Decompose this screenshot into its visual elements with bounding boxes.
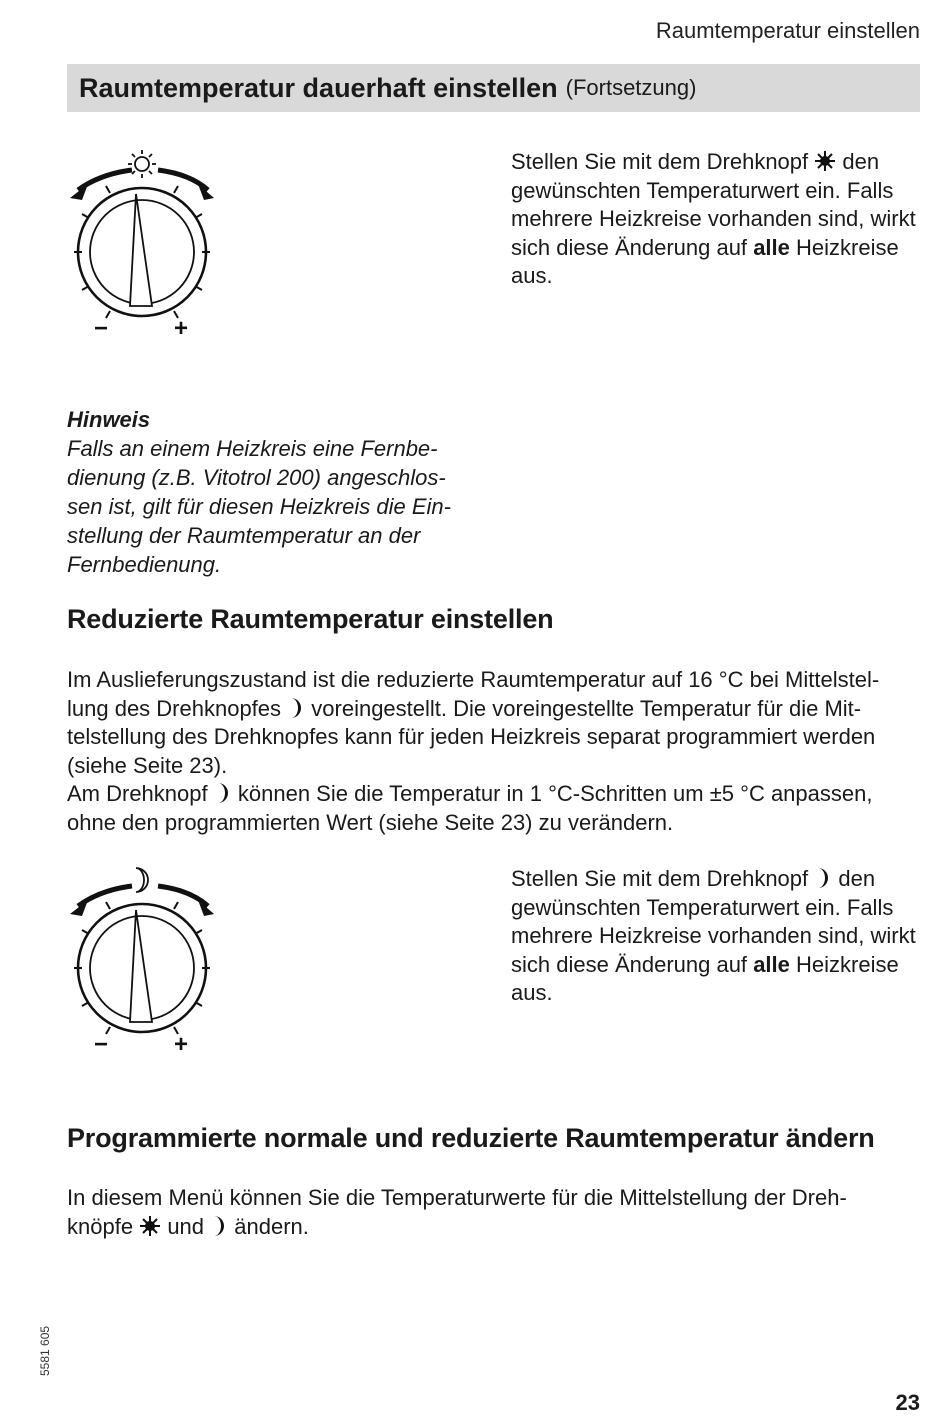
section-body: In diesem Menü können Sie die Temperaturwerte für die Mittelstellung der Dreh- knöpfe und ändern. [67, 1185, 847, 1239]
note-title: Hinweis [67, 407, 151, 432]
minus-label: − [94, 315, 109, 342]
section-title: Raumtemperatur dauerhaft einstellen [79, 72, 558, 103]
section-subtitle: (Fortsetzung) [565, 75, 697, 100]
sun-dial-illustration [60, 148, 230, 343]
sun-icon [814, 150, 836, 172]
moon-icon [287, 697, 305, 719]
plus-label: + [174, 315, 189, 342]
moon-icon [136, 868, 148, 892]
minus-label: − [94, 1031, 109, 1058]
running-header: Raumtemperatur einstellen [655, 18, 920, 43]
document-number: 5581 605 [38, 1325, 52, 1376]
note-text: Falls an einem Heizkreis eine Fernbe- dienung (z.B. Vitotrol 200) angeschlos- sen ist, gilt für diesen Heizkreis die Ein- stellung der Raumtemperatur an der Fernbedienung. [67, 436, 451, 577]
section-title-bar [67, 64, 920, 112]
section-body: Im Auslieferungszustand ist die reduzierte Raumtemperatur auf 16 °C bei Mittelstel- lung des Drehknopfes voreingestellt. Die voreingestellte Temperatur für die Mit- telstellung des Drehknopfes kann für jeden Heizkreis separat programmiert werden (siehe Seite 23). Am Drehknopf können Sie die Temperatur in 1 °C-Schritten um ±5 °C anpassen, ohne den programmierten Wert (siehe Seite 23) zu verändern. [67, 667, 880, 835]
instruction-text: Stellen Sie mit dem Drehknopf den gewünschten Temperaturwert ein. Falls mehrere Heizkreise vorhanden sind, wirkt sich diese Änderung auf alle Heizkreise aus. [511, 149, 916, 289]
section-heading: Programmierte normale und reduzierte Raumtemperatur ändern [67, 1123, 875, 1153]
moon-icon [210, 1215, 228, 1237]
page-number: 23 [895, 1390, 920, 1415]
note-box [67, 405, 497, 579]
instruction-text: Stellen Sie mit dem Drehknopf den gewünschten Temperaturwert ein. Falls mehrere Heizkreise vorhanden sind, wirkt sich diese Änderung auf alle Heizkreise aus. [511, 866, 916, 1006]
moon-icon [814, 867, 832, 889]
moon-dial-illustration [60, 864, 230, 1059]
plus-label: + [174, 1031, 189, 1058]
section-heading: Reduzierte Raumtemperatur einstellen [67, 604, 554, 634]
sun-icon [139, 1215, 161, 1237]
moon-icon [214, 782, 232, 804]
sun-icon [128, 150, 156, 178]
